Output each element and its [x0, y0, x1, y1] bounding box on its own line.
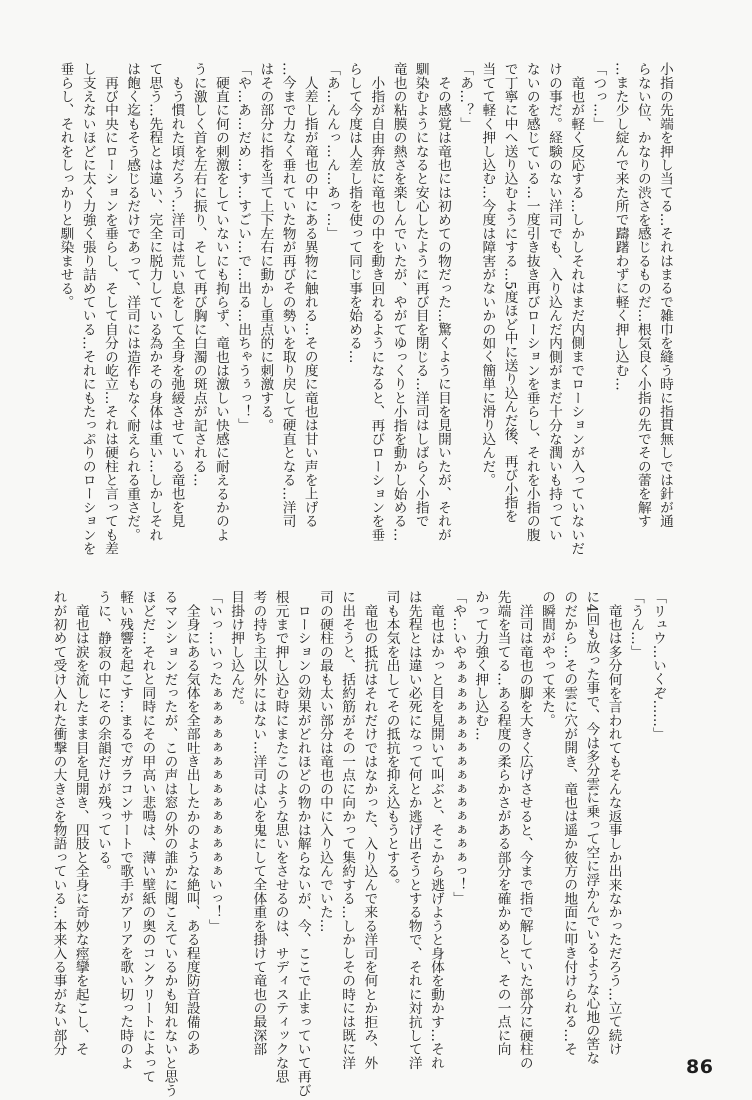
- text-column: ローションの効果がどれほどの物かは解らないが、今、ここで止まっていて再び: [294, 590, 311, 1097]
- text-column: 「や…あ…だめ…す…すごい…で…出る…出ちゃうぅっ！」: [235, 62, 252, 432]
- text-column: 竜也はかっと目を見開いて叫ぶと、そこから逃げようと身体を動かす…それ: [427, 590, 444, 1070]
- text-column: 垂らし、それをしっかりと馴染ませる。: [57, 62, 74, 309]
- text-block-upper: [54, 62, 676, 556]
- text-column: らない位、かなりの渋さを感じるものだ…根気良く小指の先でその蕾を解す: [634, 62, 651, 528]
- text-column: のだから…その雲に穴が開き、竜也は遥か彼方の地面に叩き付けられる…そ: [561, 590, 578, 1056]
- text-column: 先端を当てる…ある程度の柔らかさがある部分を確かめると、その一点に向: [494, 590, 511, 1056]
- text-column: 根元まで押し込む時にまたこのような思いをさせるのは、サディスティックな思: [272, 590, 289, 1084]
- text-column: で丁寧に中へ送り込むようにする…5度ほど中に送り込んだ後、再び小指を: [501, 62, 518, 523]
- text-column: 「うん…」: [627, 590, 644, 659]
- text-column: けの事だ。経験のない洋司でも、入り込んだ内側がまだ十分な潤いも持ってい: [545, 62, 562, 542]
- text-column: 「あ…？」: [457, 62, 474, 131]
- text-column: 「や…いやぁぁぁぁぁぁぁぁぁぁぁぁぁぁぁっ！」: [450, 590, 467, 906]
- text-column: 軽い残響を起こす…まるでガラコンサートで歌手がアリアを歌い切った時のよ: [117, 590, 134, 1070]
- text-column: 全身にある気体を全部吐き出したかのような絶叫、ある程度防音設備のあ: [183, 590, 200, 1056]
- text-column: 馴染むようになると安心したように再び目を閉じる…洋司はしばらく小指で: [412, 62, 429, 528]
- text-column: ほどだ…それと同時にその甲高い悲鳴は、薄い壁紙の奥のコンクリートによって: [139, 590, 156, 1084]
- text-column: るマンションだったが、この声は窓の外の誰かに聞こえているかも知れないと思う: [161, 590, 178, 1097]
- text-column: は飽く迄もそう感じるだけであって、洋司には造作もなく耐えられる重さだ。: [124, 62, 141, 542]
- text-column: 司の硬柱の最も太い部分は竜也の中に入り込んでいた…: [316, 590, 333, 933]
- text-column: 竜也は多分何を言われてもそんな返事しか出来なかっただろう…立て続け: [605, 590, 622, 1056]
- text-column: もう慣れた頃だろう…洋司は荒い息をして全身を弛緩させている竜也を見: [168, 62, 185, 528]
- text-column: うに、静寂の中にその余韻だけが残っている。: [94, 590, 111, 878]
- text-column: 竜也の粘膜の熱さを楽しんでいたが、やがてゆっくりと小指を動かし始める…: [390, 62, 407, 542]
- text-column: 竜也の抵抗はそれだけではなかった、入り込んで来る洋司を何とか拒み、外: [361, 590, 378, 1070]
- text-column: れが初めて受け入れた衝撃の大きさを物語っている…本来入る事がない部分: [50, 590, 67, 1056]
- text-column: に4回も放った事で、今は多分雲に乗って空に浮かんでいるような心地の筈な: [583, 590, 600, 1065]
- text-column: 考の持ち主以外にはない…洋司は心を鬼にして全体重を掛けて竜也の最深部: [250, 590, 267, 1056]
- text-column: 小指の先端を押し当てる…それはまるで雑巾を縫う時に指貫無しでは針が通: [657, 62, 673, 528]
- text-column: 目掛け押し込んだ。: [228, 590, 245, 714]
- text-column: 当てて軽く押し込む…今度は障害がないかの如く簡単に滑り込んだ。: [479, 62, 496, 487]
- text-column: 竜也が軽く反応する…しかしそれはまだ内側までローションが入っていないだ: [568, 62, 585, 556]
- page-number: 86: [686, 1056, 714, 1078]
- text-column: 再び中央にローションを垂らし、そして自分の屹立…それは硬柱と言っても差: [101, 62, 118, 556]
- text-column: て思う…先程とは違い、完全に脱力している為かその身体は重い…しかしそれ: [146, 62, 163, 542]
- text-column: 「つっ…」: [590, 62, 607, 131]
- text-column: 「いっ…いったぁぁぁぁぁぁぁぁぁぁぁぁぁぁいっ！」: [205, 590, 222, 933]
- text-column: は先程とは違い必死になって何とか逃げ出そうとする物で、それに対抗して洋: [405, 590, 422, 1070]
- text-column: に出そうと、括約筋がその一点に向かって集約する…しかしその時には既に洋: [339, 590, 356, 1070]
- text-column: 「リュウ…いくぞ……」: [650, 590, 666, 741]
- text-column: らして今度は人差し指を使って同じ事を始める…: [346, 62, 363, 364]
- text-column: …今まで力なく垂れていた物が再びその勢いを取り戻して硬直となる…洋司: [279, 62, 296, 528]
- text-column: 洋司は竜也の脚を大きく広げさせると、今まで指で解していた部分に硬柱の: [516, 590, 533, 1070]
- text-column: かって力強く押し込む…: [472, 590, 489, 741]
- text-column: の瞬間がやって来た。: [538, 590, 555, 727]
- text-column: その感覚は竜也には初めての物だった…驚くように目を見開いたが、それが: [434, 62, 451, 542]
- text-column: 竜也は涙を流したまま目を見開き、四肢と全身に奇妙な痙攣を起こし、そ: [72, 590, 89, 1056]
- text-column: 「あ…んんっ…ん…あっ…」: [323, 62, 340, 241]
- text-column: …また少し綻んで来た所で躊躇わずに軽く押し込む…: [612, 62, 629, 391]
- text-column: 人差し指が竜也の中にある異物に触れる…その度に竜也は甘い声を上げる: [301, 62, 318, 528]
- text-block-lower: [47, 590, 669, 1097]
- text-column: ないのを感じている…一度引き抜き再びローションを垂らし、それを小指の腹: [523, 62, 540, 542]
- text-column: はその部分に指を当て上下左右に動かし重点的に刺激する。: [257, 62, 274, 432]
- text-column: うに激しく首を左右に振り、そして再び胸に白濁の斑点が記される…: [190, 62, 207, 487]
- text-column: 硬直に何の刺激をしていないにも拘らず、竜也は激しい快感に耐えるかのよ: [212, 62, 229, 542]
- text-column: 司も本気を出してその抵抗を抑え込もうとする。: [383, 590, 400, 892]
- text-column: 小指が自由奔放に竜也の中を動き回れるようになると、再びローションを垂: [368, 62, 385, 542]
- text-column: し支えないほどに太く力強く張り詰めている…それにもたっぷりのローションを: [79, 62, 96, 556]
